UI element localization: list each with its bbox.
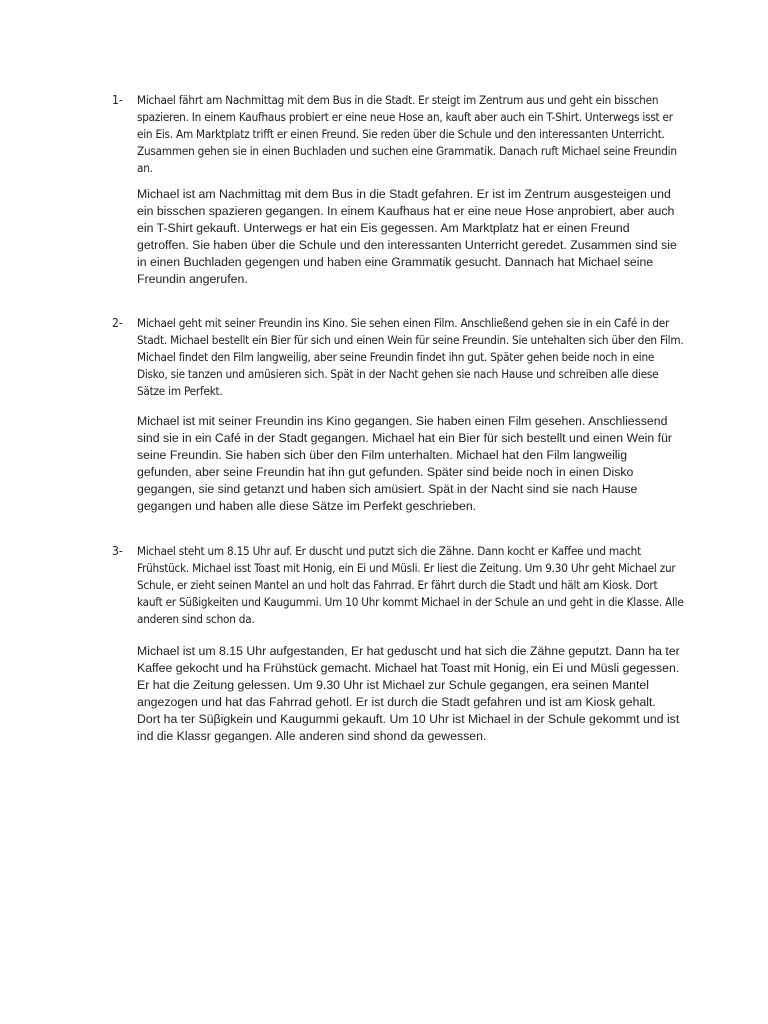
item-number: 1- — [112, 93, 123, 107]
item-number: 2- — [112, 316, 123, 330]
answer-text: Michael ist um 8.15 Uhr aufgestanden, Er hat geduscht und hat sich die Zähne geputzt. Dann ha ter Kaffee gekocht und ha Frühstück gemacht. Michael hat Toast mit Honig, ein Ei und Müsli gegessen. Er hat die Zeitung gelessen. Um 9.30 Uhr ist Michael zur Schule gegangen, era seinen Mantel angezogen und hat das Fahrrad gehotl. Er ist durch die Stadt gefahren und ist am Kiosk gehalt. Dort ha ter Süβigkein und Kaugummi gekauft. Um 10 Uhr ist Michael in der Schule gekommt und ist ind die Klassr gegangen. Alle anderen sind shond da gewessen. — [137, 644, 680, 743]
prompt-text: Michael steht um 8.15 Uhr auf. Er duscht und putzt sich die Zähne. Dann kocht er Kaffee und macht Frühstück. Michael isst Toast mit Honig, ein Ei und Müsli. Er liest die Zeitung. Um 9.30 Uhr geht Michael zur Schule, er zieht seinen Mantel an und holt das Fahrrad. Er fährt durch die Stadt und hält am Kiosk. Dort kauft er Süßigkeiten und Kaugummi. Um 10 Uhr kommt Michael in der Schule an und geht in die Klasse. Alle anderen sind schon da. — [137, 545, 684, 626]
answer-text: Michael ist mit seiner Freundin ins Kino gegangen. Sie haben einen Film gesehen. Anschliessend sind sie in ein Café in der Stadt gegangen. Michael hat ein Bier für sich bestellt und einen Wein für seine Freundin. Sie haben sich über den Film unterhalten. Michael hat den Film langweilig gefunden, aber seine Freundin hat ihn gut gefunden. Später sind beide noch in einen Disko gegangen, sie sind getanzt und haben sich amüsiert. Spät in der Nacht sind sie nach Hause gegangen und haben alle diese Sätze im Perfekt geschrieben. — [137, 414, 673, 513]
item-number: 3- — [112, 544, 123, 558]
answer-text: Michael ist am Nachmittag mit dem Bus in die Stadt gefahren. Er ist im Zentrum ausgesteigen und ein bisschen spazieren gegangen. In einem Kaufhaus hat er eine neue Hose anprobiert, aber auch ein T-Shirt gekauft. Unterwegs er hat ein Eis gegessen. Am Marktplatz hat er einen Freund getroffen. Sie haben über die Schule und den interessanten Unterricht geredet. Zusammen sind sie in einen Buchladen gegengen und haben eine Grammatik gesucht. Dannach hat Michael seine Freundin angerufen. — [137, 187, 677, 286]
prompt-text: Michael fährt am Nachmittag mit dem Bus in die Stadt. Er steigt im Zentrum aus und geht ein bisschen spazieren. In einem Kaufhaus probiert er eine neue Hose an, kauft aber auch ein T-Shirt. Unterwegs isst er ein Eis. Am Marktplatz trifft er einen Freund. Sie reden über die Schule und den interessanten Unterricht. Zusammen gehen sie in einen Buchladen und suchen eine Grammatik. Danach ruft Michael seine Freundin an. — [137, 94, 677, 175]
prompt-text: Michael geht mit seiner Freundin ins Kino. Sie sehen einen Film. Anschließend gehen sie in ein Café in der Stadt. Michael bestellt ein Bier für sich und einen Wein für seine Freundin. Sie untehalten sich über den Film. Michael findet den Film langweilig, aber seine Freundin findet ihn gut. Später gehen beide noch in eine Disko, sie tanzen und amüsieren sich. Spät in der Nacht gehen sie nach Hause und schreiben alle diese Sätze im Perfekt. — [137, 317, 684, 398]
